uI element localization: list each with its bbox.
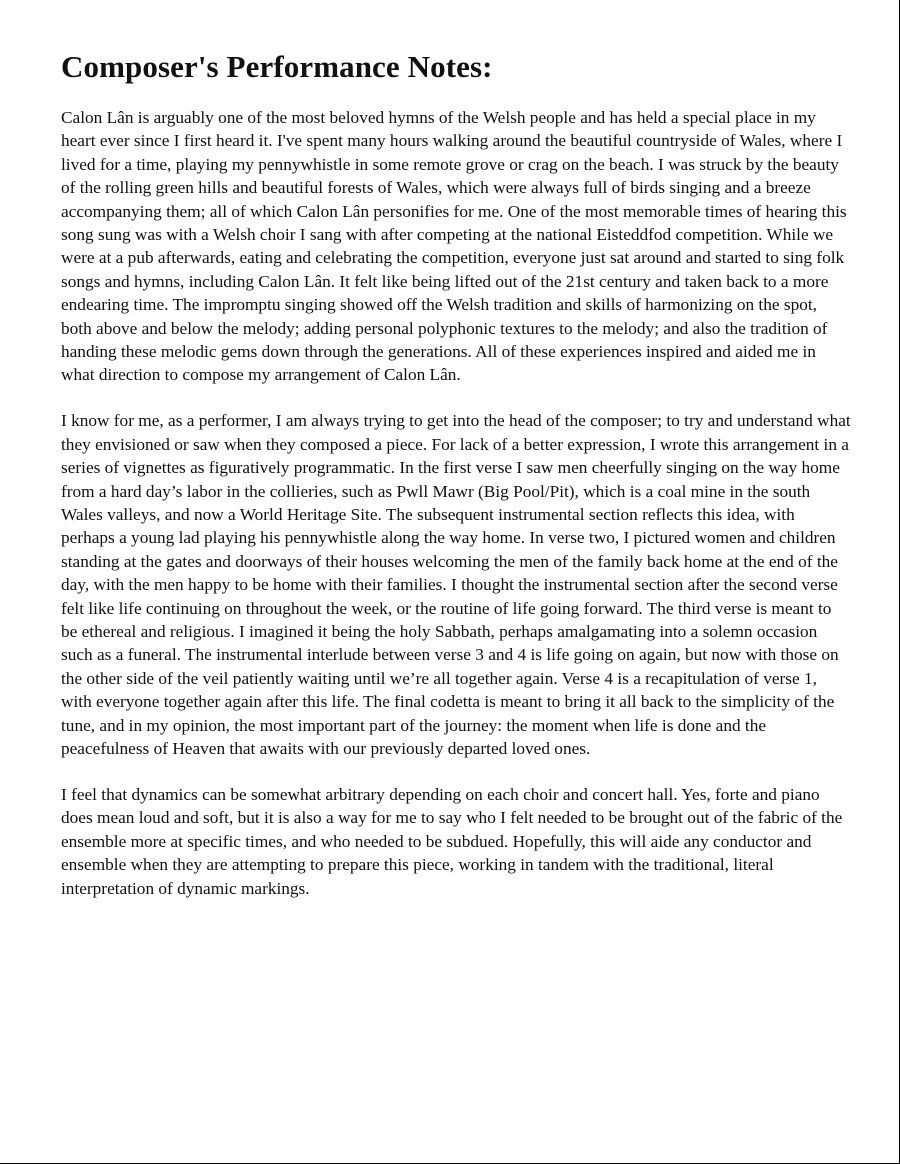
paragraph-dynamics: I feel that dynamics can be somewhat arbitrary depending on each choir and concert hall. Yes, forte and piano does mean loud and soft, but it is also a way for me to say who I felt needed to be brought out of the fabric of the ensemble more at specific times, and who needed to be subdued. Hopefully, this will aide any conductor and ensemble when they are attempting to prepare this piece, working in tandem with the traditional, literal interpretation of dynamic markings. [61, 784, 843, 898]
document-page [61, 48, 851, 923]
page-title: Composer's Performance Notes: [61, 49, 493, 84]
paragraph-vignettes: I know for me, as a performer, I am always trying to get into the head of the composer; to try and understand what they envisioned or saw when they composed a piece. For lack of a better expression, I wrote this arrangement in a series of vignettes as figuratively programmatic. In the first verse I saw men cheerfully singing on the way home from a hard day’s labor in the collieries, such as Pwll Mawr (Big Pool/Pit), which is a coal mine in the south Wales valleys, and now a World Heritage Site. The subsequent instrumental section reflects this idea, with perhaps a young lad playing his pennywhistle along the way home. In verse two, I pictured women and children standing at the gates and doorways of their houses welcoming the men of the family back home at the end of the day, with the men happy to be home with their families. I thought the instrumental section after the second verse felt like life continuing on throughout the week, or the routine of life going forward. The third verse is meant to be ethereal and religious. I imagined it being the holy Sabbath, perhaps amalgamating into a solemn occasion such as a funeral. The instrumental interlude between verse 3 and 4 is life going on again, but now with those on the other side of the veil patiently waiting until we’re all together again. Verse 4 is a recapitulation of verse 1, with everyone together again after this life. The final codetta is meant to bring it all back to the simplicity of the tune, and in my opinion, the most important part of the journey: the moment when life is done and the peacefulness of Heaven that awaits with our previously departed loved ones. [61, 411, 851, 759]
paragraph-calon-lan-history: Calon Lân is arguably one of the most beloved hymns of the Welsh people and has held a special place in my heart ever since I first heard it. I've spent many hours walking around the beautiful countryside of Wales, where I lived for a time, playing my pennywhistle in some remote grove or crag on the beach. I was struck by the beauty of the rolling green hills and beautiful forests of Wales, which were always full of birds singing and a breeze accompanying them; all of which Calon Lân personifies for me. One of the most memorable times of hearing this song sung was with a Welsh choir I sang with after competing at the national Eisteddfod competition. While we were at a pub afterwards, eating and celebrating the competition, everyone just sat around and started to sing folk songs and hymns, including Calon Lân. It felt like being lifted out of the 21st century and taken back to a more endearing time. The impromptu singing showed off the Welsh tradition and skills of harmonizing on the spot, both above and below the melody; adding personal polyphonic textures to the melody; and also the tradition of handing these melodic gems down through the generations. All of these experiences inspired and aided me in what direction to compose my arrangement of Calon Lân. [61, 108, 847, 385]
